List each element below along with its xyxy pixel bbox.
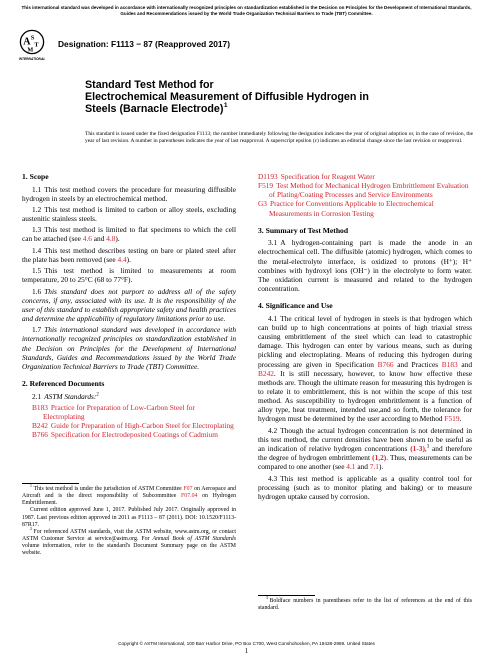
reference-item[interactable] <box>32 403 236 421</box>
reference-title[interactable]: Test Method for Mechanical Hydrogen Embrittlement Evaluation of Plating/Coating Processes and Service Environments <box>269 181 469 200</box>
para-number: 1.2 <box>32 204 42 214</box>
footnote-2 <box>22 529 236 557</box>
para-number: 4.3 <box>268 473 278 483</box>
reference-code[interactable]: D1193 <box>258 172 278 181</box>
footnote-text: For referenced ASTM standards, visit the ASTM website, www.astm.org, or contact ASTM Customer Service at service@astm.org. For <box>22 529 236 543</box>
para-4-1 <box>258 314 472 424</box>
section-link[interactable]: 4.1 <box>346 462 356 472</box>
section-4-heading: 4. Significance and Use <box>258 301 333 311</box>
para-text: and therefore the degree of hydrogen embrittlement <box>258 444 472 463</box>
reference-title[interactable]: Specification for Reagent Water <box>280 172 375 181</box>
reference-title[interactable]: Guide for Preparation of High-Carbon Steel for Electroplating <box>50 421 234 431</box>
logo-letter-a: A <box>23 36 31 48</box>
footnote-text: Boldface numbers in parentheses refer to the list of references at the end of this standard. <box>258 598 472 612</box>
para-text: and <box>355 462 370 472</box>
footnote-ref[interactable]: 3 <box>426 444 430 450</box>
para-text: ). <box>378 462 384 472</box>
logo-letter-m: M <box>27 46 34 54</box>
logo-letter-t: T <box>34 41 39 49</box>
footnote-text: on Hydrogen Embrittlement. <box>22 492 236 506</box>
para-1-1 <box>22 185 236 203</box>
para-1-7 <box>22 325 236 371</box>
designation-explanation: This standard is issued under the fixed designation F1113; the number immediately following the designation indicates the year of original adoption or, in the case of revision, the year of last revision. A number in parentheses indicates the year of last reapproval. A superscript epsilon (ε) indicates an editorial change since the last revision or reapproval. <box>85 131 473 144</box>
section-link[interactable]: 4.4 <box>117 254 127 264</box>
astm-logo <box>19 29 47 63</box>
left-column <box>22 172 236 558</box>
para-number: 1.7 <box>32 325 42 335</box>
logo-letter-s: S <box>30 34 35 42</box>
para-text: This test method covers the procedure for measuring diffusible hydrogen in steels by an electrochemical method. <box>22 184 236 203</box>
footnote-mark: 2 <box>30 527 32 532</box>
para-4-2 <box>258 426 472 472</box>
title-line-3-text: Steels (Barnacle Electrode) <box>85 102 224 115</box>
para-text: This test method is limited to carbon or alloy steels, excluding austenitic stainless steels. <box>22 204 236 224</box>
para-number: 4.1 <box>268 313 278 323</box>
para-text: , <box>424 444 427 453</box>
left-footnotes <box>22 477 236 558</box>
title-line-2: Electrochemical Measurement of Diffusible Hydrogen in <box>85 90 369 103</box>
para-text-italic: This standard does not purport to address all of the safety concerns, if any, associated with its use. It is the responsibility of the user of this standard to establish appropriate safety and health practices and determine the applicability of regulatory limitations prior to use. <box>22 286 236 323</box>
para-text: This test method is limited to flat specimens to which the cell can be attached (see <box>22 225 236 244</box>
reference-title[interactable]: Practice for Preparation of Low-Carbon Steel for Electroplating <box>43 402 195 421</box>
astm-standards-label: ASTM Standards: <box>44 391 97 401</box>
standard-link[interactable]: B183 <box>441 359 458 369</box>
para-4-3 <box>258 474 472 501</box>
para-text: and <box>457 359 472 369</box>
designation: Designation: F1113 − 87 (Reapproved 2017) <box>58 39 230 49</box>
para-text: and <box>91 234 107 244</box>
reference-item[interactable] <box>32 430 236 439</box>
para-3-1 <box>258 238 472 293</box>
reference-code[interactable]: G3 <box>258 199 267 209</box>
standard-link[interactable]: B766 <box>377 359 394 369</box>
reference-code[interactable]: B766 <box>32 430 48 440</box>
footnote-3 <box>258 598 472 612</box>
tbt-notice: This international standard was developed in accordance with internationally recognized principles on standardization established in the Decision on Principles for the Development of International Standards, Guides and Recommendations issued by the World Trade Organization Technical Barriers to Trade (TBT) Committee. <box>21 5 472 16</box>
para-number: 1.4 <box>32 245 42 255</box>
section-link[interactable]: 4.8 <box>106 234 116 244</box>
footnote-text: on Aerospace and Aircraft and is the direct responsibility of Subcommittee <box>22 485 236 499</box>
para-text: A hydrogen-containing part is made the anode in an electrochemical cell. The diffusible (atomic) hydrogen, which comes to the metal-electrolyte interface, is oxidized to protons (H⁺); H⁺ combines with hydroxyl ions (OH⁻) in the electrolyte to form water. The oxidation current is measured and related to the hydrogen concentration. <box>258 238 472 294</box>
section-3-heading: 3. Summary of Test Method <box>258 225 349 235</box>
para-text: . Thus, measurements can be compared to one another (see <box>258 453 472 472</box>
title-line-3 <box>85 101 369 116</box>
document-title <box>85 80 369 116</box>
section-link[interactable]: 7.1 <box>369 462 379 472</box>
para-1-6 <box>22 287 236 324</box>
reference-code[interactable]: B242 <box>32 421 48 431</box>
section-1-heading: 1. Scope <box>22 172 49 181</box>
para-text: The critical level of hydrogen in steels is that hydrogen which can build up to high concentrations at points of high triaxial stress causing embrittlement of the steel which can lead to catastrophic damage. This hydrogen can enter by various means, such as during pickling and electroplating. Means of reducing this hydrogen during processing are given in Specification <box>258 313 472 369</box>
reference-item[interactable] <box>258 199 472 217</box>
para-text: This test method is applicable as a quality control tool for processing (such as to monitor plating and baking) or to measure hydrogen uptake caused by corrosion. <box>258 473 472 501</box>
reference-title[interactable]: Specification for Electrodeposited Coatings of Cadmium <box>50 430 218 440</box>
footnote-mark: 1 <box>30 483 32 488</box>
para-number: 1.5 <box>32 266 42 276</box>
section-2-heading: 2. Referenced Documents <box>22 379 105 389</box>
para-text-italic: This international standard was developed in accordance with internationally recognized principles on standardization established in the Decision on Principles for the Development of International Standards, Guides and Recommendations issued by the World Trade Organization Technical Barriers to Trade (TBT) Committee. <box>22 325 236 371</box>
para-text: and Practices <box>393 359 442 369</box>
reference-citation[interactable]: (1,2) <box>372 453 387 463</box>
para-1-2 <box>22 205 236 223</box>
committee-link[interactable]: F07 <box>183 485 193 492</box>
copyright-line: Copyright © ASTM International, 100 Barr Harbor Drive, PO Box C700, West Conshohocken, PA 19428-2959. United States <box>118 641 375 646</box>
right-column <box>258 172 472 613</box>
para-text: This test method is limited to measurements at room temperature, 20 to 25°C (68 to 77°F). <box>22 266 236 285</box>
reference-code[interactable]: B183 <box>32 402 48 412</box>
para-text: Though the actual hydrogen concentration is not determined in this test method, the current densities have been shown to be useful as an indication of relative hydrogen concentrations <box>258 425 472 453</box>
footnote-ref[interactable]: 2 <box>96 392 99 398</box>
para-text: This test method describes testing on bare or plated steel after the plate has been removed (see <box>22 245 236 264</box>
reference-code[interactable]: F519 <box>258 181 274 191</box>
reference-title[interactable]: Practice for Conventions Applicable to Electrochemical Measurements in Corrosion Testing <box>269 199 434 218</box>
para-number: 1.3 <box>32 225 42 235</box>
title-footnote-ref[interactable]: 1 <box>223 101 228 109</box>
reference-item[interactable] <box>258 172 472 181</box>
logo-international-text: INTERNATIONAL <box>19 57 46 62</box>
standard-link[interactable]: B242 <box>258 368 274 378</box>
reference-item[interactable] <box>258 181 472 199</box>
subcommittee-link[interactable]: F07.04 <box>181 492 198 499</box>
para-text: ). <box>115 234 120 244</box>
para-text: . It is still necessary, however, to know how effective these methods are. Though the ultimate reason for measuring this hydrogen is to relate it to embrittlement, this is not within the scope of this test method. As susceptibility to hydrogen embrittlement is a function of alloy type, heat treatment, intended use,and so forth, the tolerance for hydrogen must be determined by the user according to Method <box>258 368 472 424</box>
para-number: 1.1 <box>32 184 42 194</box>
para-1-4 <box>22 246 236 264</box>
footnote-edition: Current edition approved June 1, 2017. Published July 2017. Originally approved in 1987. Last previous edition approved in 2011 as F1113 – 87 (2011). DOI: 10.1520/F1113-87R17. <box>22 507 236 528</box>
section-link[interactable]: 4.6 <box>82 234 92 244</box>
annual-book-title: Annual Book of ASTM Standards <box>152 536 236 543</box>
footnote-text: This test method is under the jurisdiction of ASTM Committee <box>33 485 184 492</box>
para-2-1 <box>22 392 236 401</box>
left-column-body <box>22 172 236 439</box>
para-number: 1.6 <box>32 286 42 296</box>
right-column-body <box>258 172 472 503</box>
para-1-3 <box>22 225 236 243</box>
footnote-text: volume information, refer to the standard's Document Summary page on the ASTM website. <box>22 543 236 557</box>
para-text: ). <box>126 254 131 264</box>
para-text: . <box>459 414 462 424</box>
right-footnotes <box>258 589 472 613</box>
reference-citation[interactable]: (1-3) <box>410 444 425 453</box>
para-number: 4.2 <box>268 425 278 435</box>
footnote-1 <box>22 483 236 507</box>
footnote-mark: 3 <box>266 596 268 601</box>
title-line-1: Standard Test Method for <box>85 79 214 91</box>
para-number: 3.1 <box>268 238 278 248</box>
standard-link[interactable]: F519 <box>444 414 460 424</box>
para-number: 2.1 <box>32 391 42 401</box>
page-number: 1 <box>244 648 249 655</box>
reference-item[interactable] <box>32 421 236 430</box>
para-1-5 <box>22 266 236 284</box>
